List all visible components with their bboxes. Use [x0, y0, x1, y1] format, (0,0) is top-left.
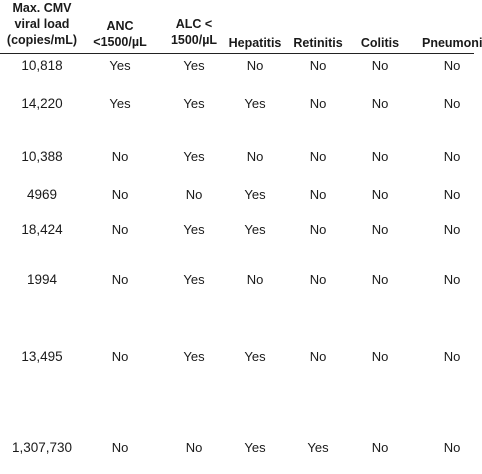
cell-pneumonitis: No	[443, 187, 461, 202]
cell-colitis: No	[371, 349, 389, 364]
cell-load: 10,818	[21, 58, 63, 73]
column-header-load-line-1: viral load	[14, 17, 70, 31]
cell-anc: No	[111, 187, 129, 202]
cell-anc: Yes	[109, 58, 131, 73]
cell-hepatitis: No	[246, 272, 264, 287]
cell-hepatitis: Yes	[244, 187, 266, 202]
cell-load: 1994	[26, 272, 58, 287]
cell-hepatitis: Yes	[244, 96, 266, 111]
cell-colitis: No	[371, 440, 389, 455]
column-header-alc-line-1: 1500/µL	[170, 33, 218, 47]
cell-pneumonitis: No	[443, 58, 461, 73]
cell-colitis: No	[371, 149, 389, 164]
cell-anc: No	[111, 222, 129, 237]
cell-retinitis: No	[309, 149, 327, 164]
cell-pneumonitis: No	[443, 149, 461, 164]
cell-retinitis: No	[309, 272, 327, 287]
cell-anc: No	[111, 349, 129, 364]
column-header-retinitis-line-0: Retinitis	[293, 36, 343, 50]
cell-load: 1,307,730	[11, 440, 73, 455]
cell-anc: No	[111, 149, 129, 164]
cell-hepatitis: Yes	[244, 349, 266, 364]
cell-pneumonitis: No	[443, 222, 461, 237]
cell-pneumonitis: No	[443, 272, 461, 287]
column-header-pneumonitis-line-0: Pneumoni	[422, 36, 482, 50]
column-header-anc-line-1: <1500/µL	[93, 35, 147, 49]
cell-colitis: No	[371, 58, 389, 73]
cell-colitis: No	[371, 96, 389, 111]
column-header-anc-line-0: ANC	[106, 19, 134, 33]
cell-alc: Yes	[183, 58, 205, 73]
cell-alc: Yes	[183, 349, 205, 364]
column-header-alc-line-0: ALC <	[175, 17, 213, 31]
cell-alc: Yes	[183, 149, 205, 164]
cell-retinitis: No	[309, 222, 327, 237]
cell-alc: No	[185, 440, 203, 455]
cell-anc: No	[111, 272, 129, 287]
cell-colitis: No	[371, 222, 389, 237]
cell-load: 10,388	[21, 149, 63, 164]
cell-pneumonitis: No	[443, 349, 461, 364]
column-header-colitis-line-0: Colitis	[360, 36, 400, 50]
cell-hepatitis: Yes	[244, 222, 266, 237]
cell-hepatitis: No	[246, 149, 264, 164]
column-header-hepatitis-line-0: Hepatitis	[228, 36, 282, 50]
cell-colitis: No	[371, 272, 389, 287]
cell-retinitis: No	[309, 58, 327, 73]
cell-anc: Yes	[109, 96, 131, 111]
cell-retinitis: No	[309, 96, 327, 111]
cell-retinitis: No	[309, 349, 327, 364]
cell-colitis: No	[371, 187, 389, 202]
cell-anc: No	[111, 440, 129, 455]
cell-hepatitis: Yes	[244, 440, 266, 455]
cell-pneumonitis: No	[443, 96, 461, 111]
column-header-load-line-2: (copies/mL)	[6, 33, 78, 47]
cell-load: 13,495	[21, 349, 63, 364]
cell-load: 18,424	[21, 222, 63, 237]
cell-alc: Yes	[183, 96, 205, 111]
cell-alc: Yes	[183, 222, 205, 237]
cell-alc: Yes	[183, 272, 205, 287]
cell-retinitis: No	[309, 187, 327, 202]
column-header-load-line-0: Max. CMV	[12, 1, 72, 15]
cell-hepatitis: No	[246, 58, 264, 73]
cell-retinitis: Yes	[307, 440, 329, 455]
cell-load: 14,220	[21, 96, 63, 111]
cell-load: 4969	[26, 187, 58, 202]
cell-alc: No	[185, 187, 203, 202]
header-rule	[0, 53, 474, 54]
cell-pneumonitis: No	[443, 440, 461, 455]
